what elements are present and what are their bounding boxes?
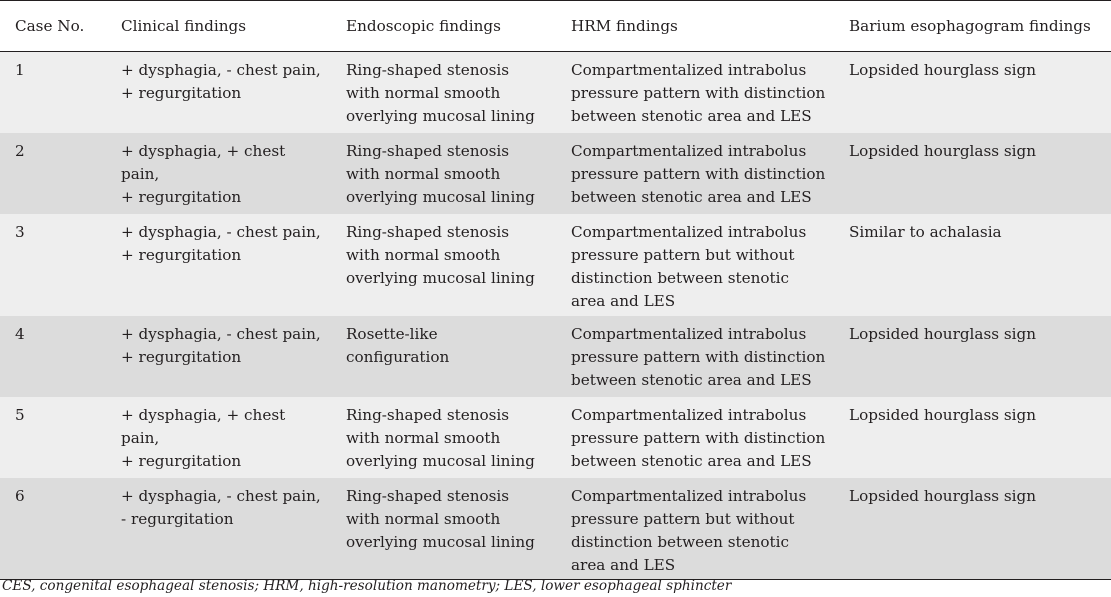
cell-endoscopic: Rosette-like configuration [346, 324, 450, 366]
cell-clinical: + dysphagia, - chest pain, + regurgitation [121, 222, 321, 264]
cell-case-no: 1 [15, 61, 25, 79]
cell-endoscopic: Ring-shaped stenosis with normal smooth overlying mucosal lining [346, 222, 535, 287]
cell-hrm: Compartmentalized intrabolus pressure pattern with distinction between stenotic area and LES [571, 324, 826, 389]
table-row [0, 133, 1111, 214]
cell-clinical: + dysphagia, - chest pain, + regurgitation [121, 324, 321, 366]
cell-case-no: 4 [15, 324, 25, 343]
cell-endoscopic: Ring-shaped stenosis with normal smooth overlying mucosal lining [346, 61, 535, 125]
cell-endoscopic: Ring-shaped stenosis with normal smooth overlying mucosal lining [346, 405, 535, 470]
table-row [0, 478, 1111, 580]
cell-case-no: 5 [15, 405, 25, 424]
cell-clinical: + dysphagia, - chest pain, - regurgitation [121, 486, 321, 528]
cell-case-no: 3 [15, 222, 25, 241]
table-header [0, 1, 1111, 52]
cell-barium: Lopsided hourglass sign [849, 324, 1037, 343]
header-hrm-findings: HRM findings [571, 16, 678, 35]
cell-barium: Lopsided hourglass sign [849, 405, 1037, 424]
cell-endoscopic: Ring-shaped stenosis with normal smooth overlying mucosal lining [346, 486, 535, 551]
cell-barium: Lopsided hourglass sign [849, 486, 1037, 505]
header-barium-findings: Barium esophagogram findings [849, 16, 1091, 35]
cell-barium: Similar to achalasia [849, 222, 1002, 241]
cell-case-no: 6 [15, 486, 25, 505]
header-endoscopic-findings: Endoscopic findings [346, 16, 501, 35]
cell-hrm: Compartmentalized intrabolus pressure pattern with distinction between stenotic area and LES [571, 61, 826, 125]
cell-hrm: Compartmentalized intrabolus pressure pattern but without distinction between stenotic area and LES [571, 486, 807, 574]
header-case-no: Case No. [15, 16, 85, 35]
table-row [0, 214, 1111, 316]
cell-clinical: + dysphagia, - chest pain, + regurgitation [121, 61, 321, 102]
cell-barium: Lopsided hourglass sign [849, 141, 1037, 160]
cell-endoscopic: Ring-shaped stenosis with normal smooth overlying mucosal lining [346, 141, 535, 206]
table-row [0, 397, 1111, 478]
cell-hrm: Compartmentalized intrabolus pressure pattern but without distinction between stenotic area and LES [571, 222, 807, 310]
cell-clinical: + dysphagia, + chest pain, + regurgitation [121, 405, 286, 470]
table-row [0, 52, 1111, 133]
cell-case-no: 2 [15, 141, 25, 160]
table-body [0, 52, 1111, 580]
header-clinical-findings: Clinical findings [121, 16, 247, 35]
cell-barium: Lopsided hourglass sign [849, 61, 1037, 79]
table-row [0, 316, 1111, 397]
cell-hrm: Compartmentalized intrabolus pressure pattern with distinction between stenotic area and LES [571, 141, 826, 206]
cell-clinical: + dysphagia, + chest pain, + regurgitation [121, 141, 286, 206]
table-footnote: CES, congenital esophageal stenosis; HRM, high-resolution manometry; LES, lower esophageal sphincter [2, 578, 732, 594]
header-row [0, 1, 1111, 52]
cell-hrm: Compartmentalized intrabolus pressure pattern with distinction between stenotic area and LES [571, 405, 826, 470]
